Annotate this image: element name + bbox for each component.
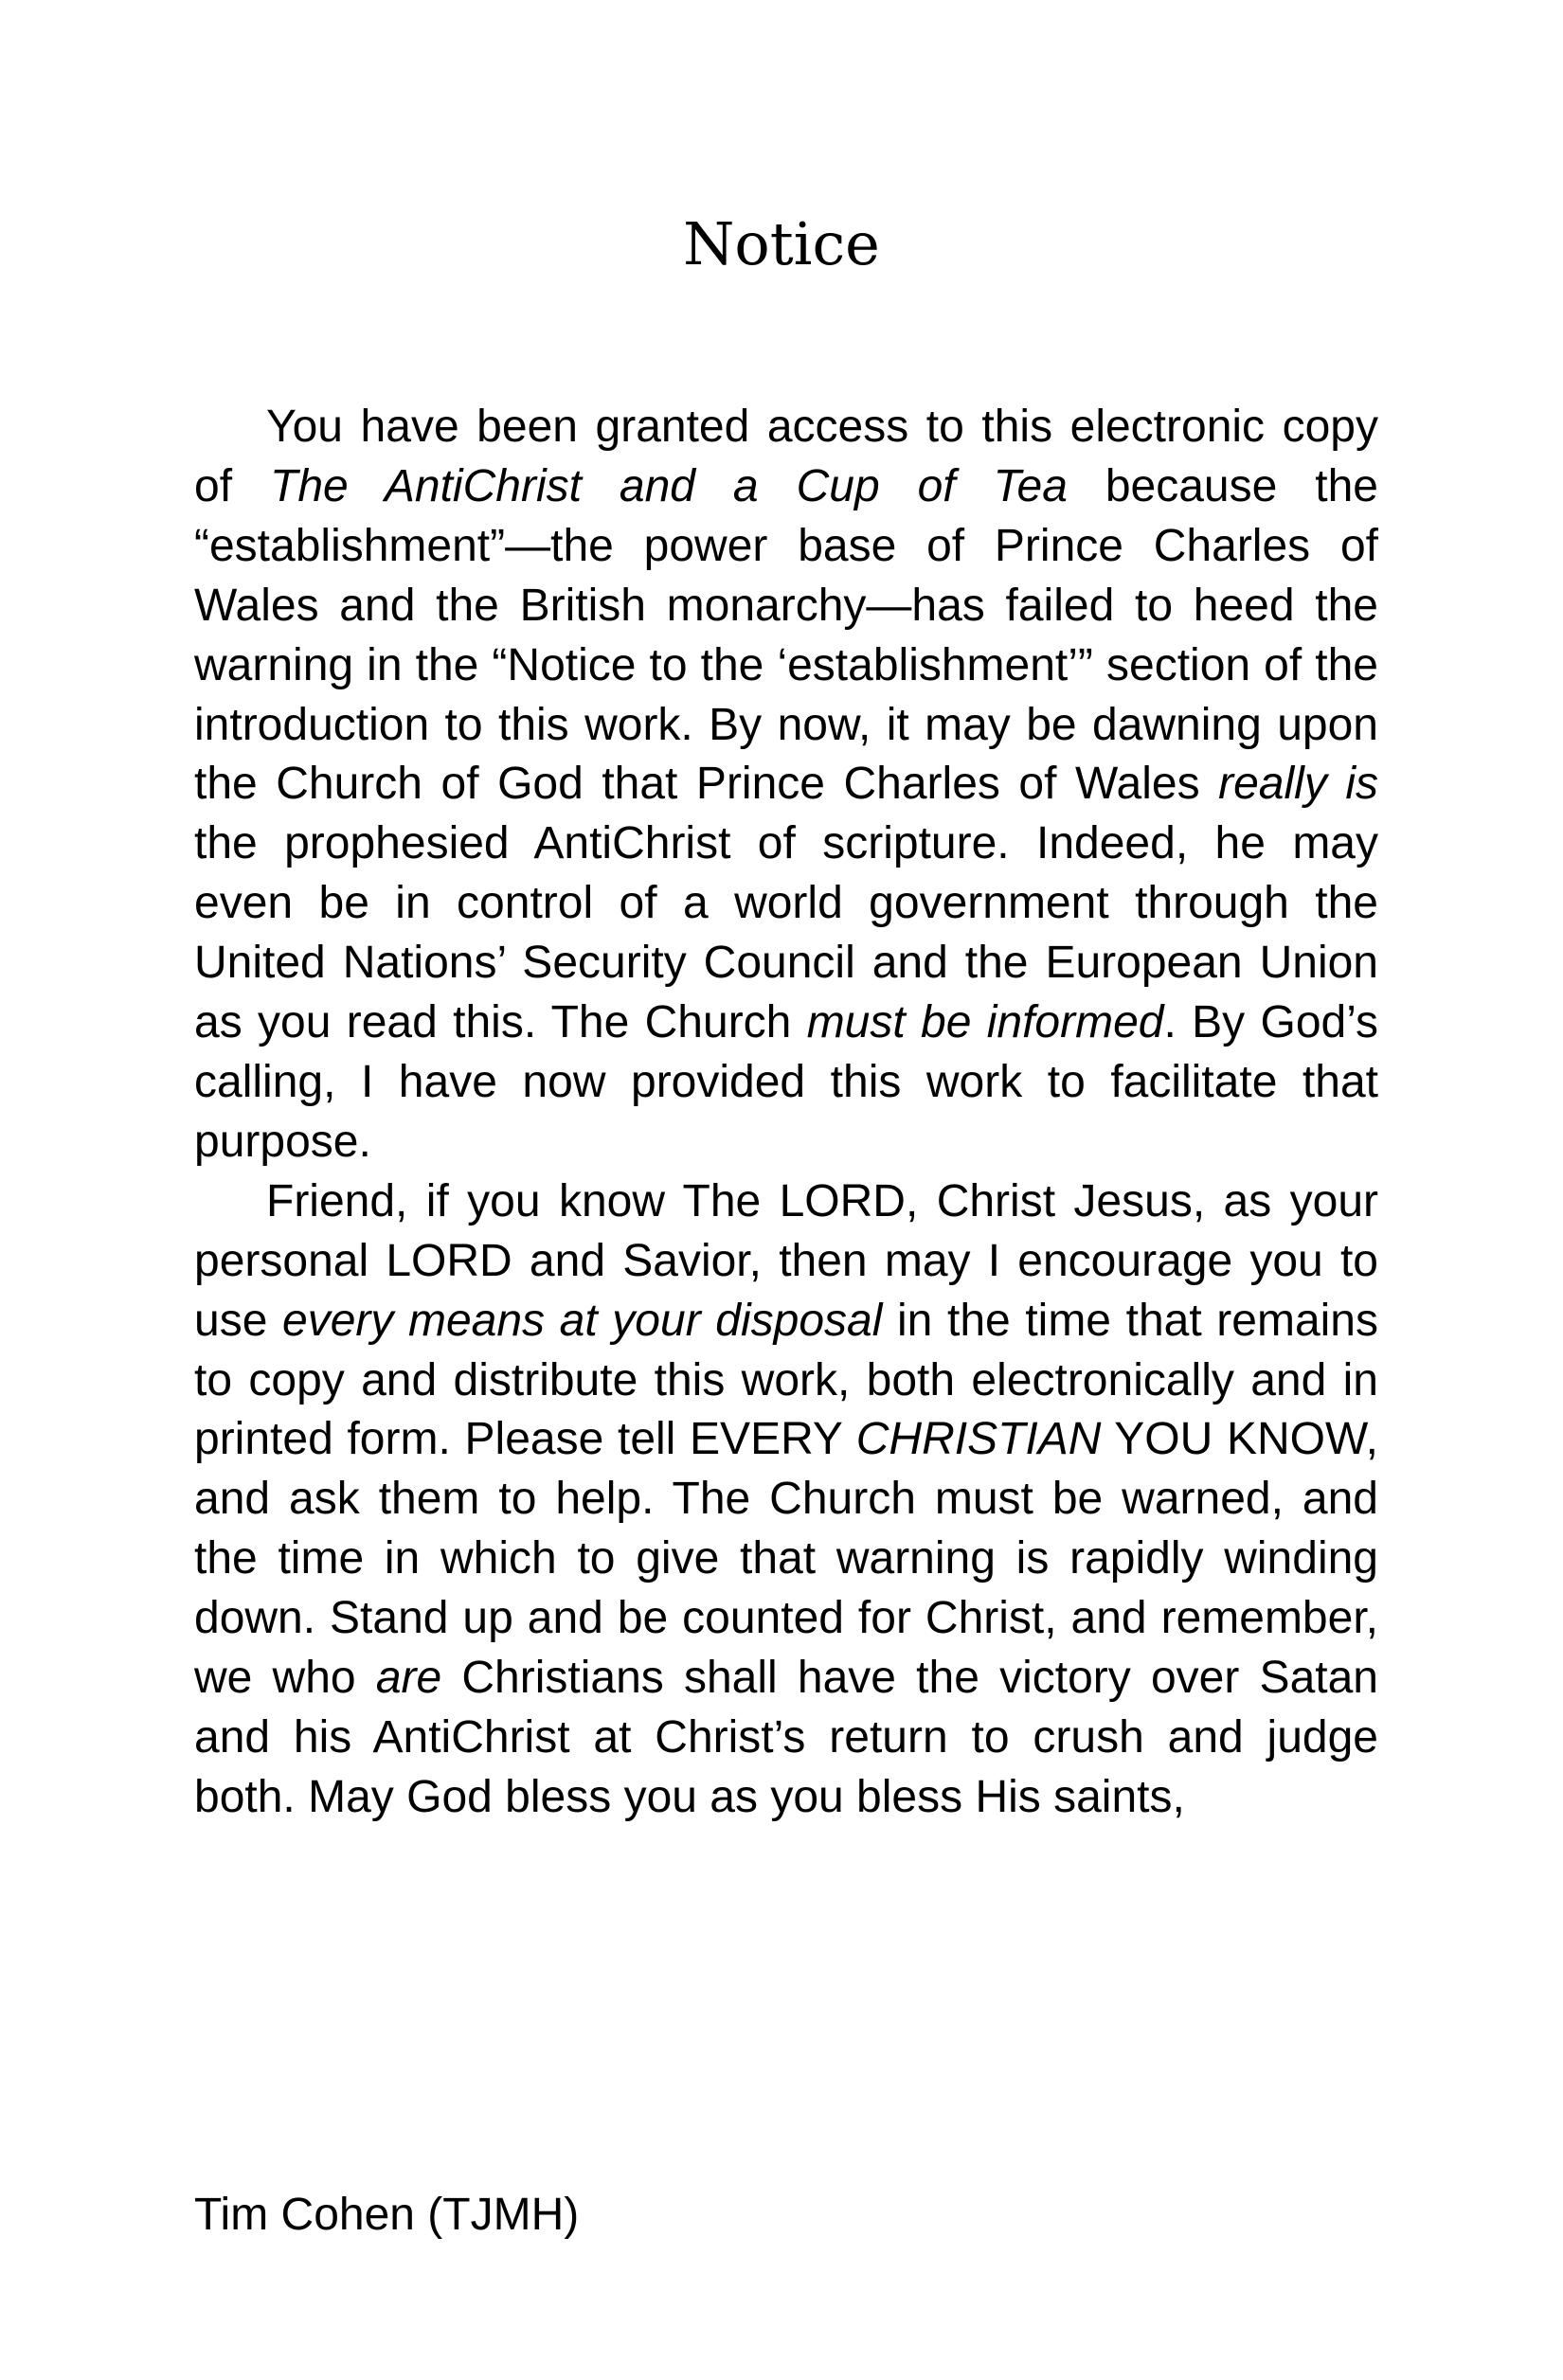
p2-text-4: Christians shall have the victory over Satan and his AntiChrist at Christ’s return to crush and judge both. May God bless you as you bless His saints, — [194, 1653, 1378, 1822]
p2-text-3: YOU KNOW, and ask them to help. The Church must be warned, and the time in which to give that warning is rapidly winding down. Stand up and be counted for Christ, and remember, we who — [194, 1414, 1379, 1704]
p2-text-1: Friend, if you know The LORD, Christ Jesus, as your personal LORD and Savior, then may I encourage you to use — [194, 1175, 1378, 1346]
p1-text-3: the prophesied AntiChrist of scripture. Indeed, he may even be in control of a world government through the United Nations’ Security Council and the European Union as you read this. The Church — [194, 818, 1378, 1048]
p1-text-2: because the “establishment”—the power base of Prince Charles of Wales and the British monarchy—has failed to heed the warning in the “Notice to the ‘establishment’” section of the introduction to this work. By now, it may be dawning upon the Church of God that Prince Charles of Wales — [194, 460, 1379, 810]
p1-text-1: You have been granted access to this electronic copy of — [194, 402, 1378, 511]
notice-body — [194, 398, 1378, 1828]
p2-text-2: in the time that remains to copy and distribute this work, both electronically and in printed form. Please tell EVERY — [194, 1295, 1378, 1465]
emphasis-every-means: every means at your disposal — [282, 1295, 883, 1346]
emphasis-really-is: really is — [1218, 759, 1379, 810]
emphasis-must-be-informed: must be informed — [806, 997, 1164, 1048]
paragraph-2 — [194, 1172, 1378, 1828]
emphasis-are: are — [375, 1653, 442, 1704]
page-title: Notice — [683, 209, 880, 278]
emphasis-christian: CHRISTIAN — [855, 1414, 1102, 1465]
signature: Tim Cohen (TJMH) — [194, 2190, 580, 2240]
book-title: The AntiChrist and a Cup of Tea — [270, 460, 1068, 511]
p1-text-4: . By God’s calling, I have now provided this work to facilitate that purpose. — [194, 997, 1378, 1167]
paragraph-1 — [194, 398, 1378, 1172]
